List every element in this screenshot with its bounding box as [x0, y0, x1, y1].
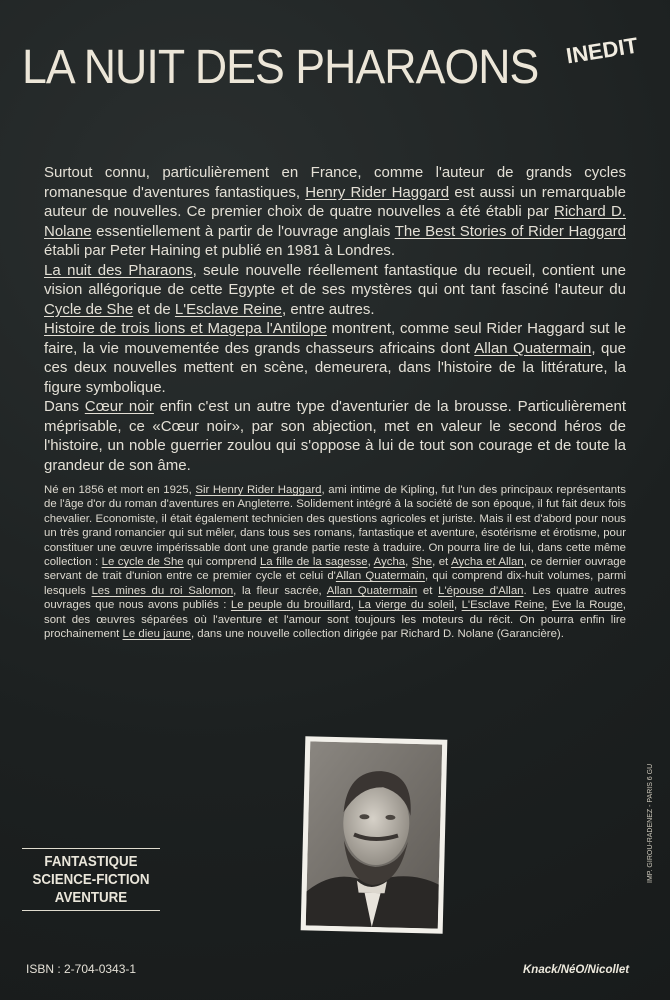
synopsis-paragraph-1: Surtout connu, particulièrement en France, comme l'auteur de grands cycles romanesque d'aventures fantastiques, Henry Rider Haggard est aussi un remarquable auteur de nouvelles. Ce premier choix de quatre nouvelles a été établi par Richard D. Nolane essentiellement à partir de l'ouvrage anglais The Best Stories of Rider Haggard établi par Peter Haining et publié en 1981 à Londres. — [44, 164, 627, 259]
synopsis-paragraph-4: Dans Cœur noir enfin c'est un autre type d'aventurier de la brousse. Particulièrement méprisable, ce «Cœur noir», par son abjection, met en valeur le second héros de l'histoire, un noble guerrier zoulou qui s'oppose à lui de tout son courage et de toute la grandeur de son âme. — [44, 398, 626, 474]
isbn: ISBN : 2-704-0343-1 — [26, 962, 137, 976]
synopsis-paragraph-2: La nuit des Pharaons, seule nouvelle réellement fantastique du recueil, contient une vision allégorique de cette Egypte et de ses mystères qui ont tant fasciné l'auteur du Cycle de She et de L'Esclave Reine, entre autres. — [44, 261, 626, 318]
genre-list — [22, 848, 160, 911]
book-title: LA NUIT DES PHARAONS — [22, 41, 539, 94]
inedit-badge: INEDIT — [564, 32, 640, 69]
synopsis — [44, 163, 626, 475]
genre-fantastique: FANTASTIQUE — [44, 854, 138, 870]
author-portrait — [301, 736, 448, 933]
publisher-credit: Knack/NéO/Nicollet — [523, 964, 630, 976]
author-biography: Né en 1856 et mort en 1925, Sir Henry Rider Haggard, ami intime de Kipling, fut l'un des principaux représentants de l'âge d'or du roman d'aventures en Angleterre. Solidement intégré à la société de son époque, il fut fait deux fois chevalier. Economiste, il était également technicien des questions agricoles et juriste. Mais il est d'abord pour nous un très grand romancier qui sut mêler, dans tous ses romans, fantastique et aventure, ésotérisme et érotisme, pour constituer une œuvre impérissable dont une grande partie reste à traduire. On pourra lire de lui, dans cette même collection : Le cycle de She qui comprend La fille de la sagesse, Aycha, She, et Aycha et Allan, ce dernier ouvrage servant de trait d'union entre ce premier cycle et celui d'Allan Quatermain, qui comprend dix-huit volumes, parmi lesquels Les mines du roi Salomon, la fleur sacrée, Allan Quatermain et L'épouse d'Allan. Les quatre autres ouvrages que nous avons publiés : Le peuple du brouillard, La vierge du soleil, L'Esclave Reine, Eve la Rouge, sont des œuvres séparées où l'aventure et l'amour sont toujours les moteurs du récit. On pourra enfin lire prochainement Le dieu jaune, dans une nouvelle collection dirigée par Richard D. Nolane (Garancière). — [44, 484, 626, 641]
portrait-photo — [306, 741, 442, 928]
genre-science-fiction: SCIENCE-FICTION — [32, 872, 150, 888]
genre-aventure: AVENTURE — [54, 890, 128, 906]
synopsis-paragraph-3: Histoire de trois lions et Magepa l'Antilope montrent, comme seul Rider Haggard sut le faire, la vie mouvementée des grands chasseurs africains dont Allan Quatermain, que ces deux nouvelles mettent en scène, demeurera, dans l'histoire de la littérature, la figure symbolique. — [44, 320, 627, 396]
printer-credit: IMP. GIROU-RADENEZ - PARIS 6 GU — [647, 763, 654, 883]
